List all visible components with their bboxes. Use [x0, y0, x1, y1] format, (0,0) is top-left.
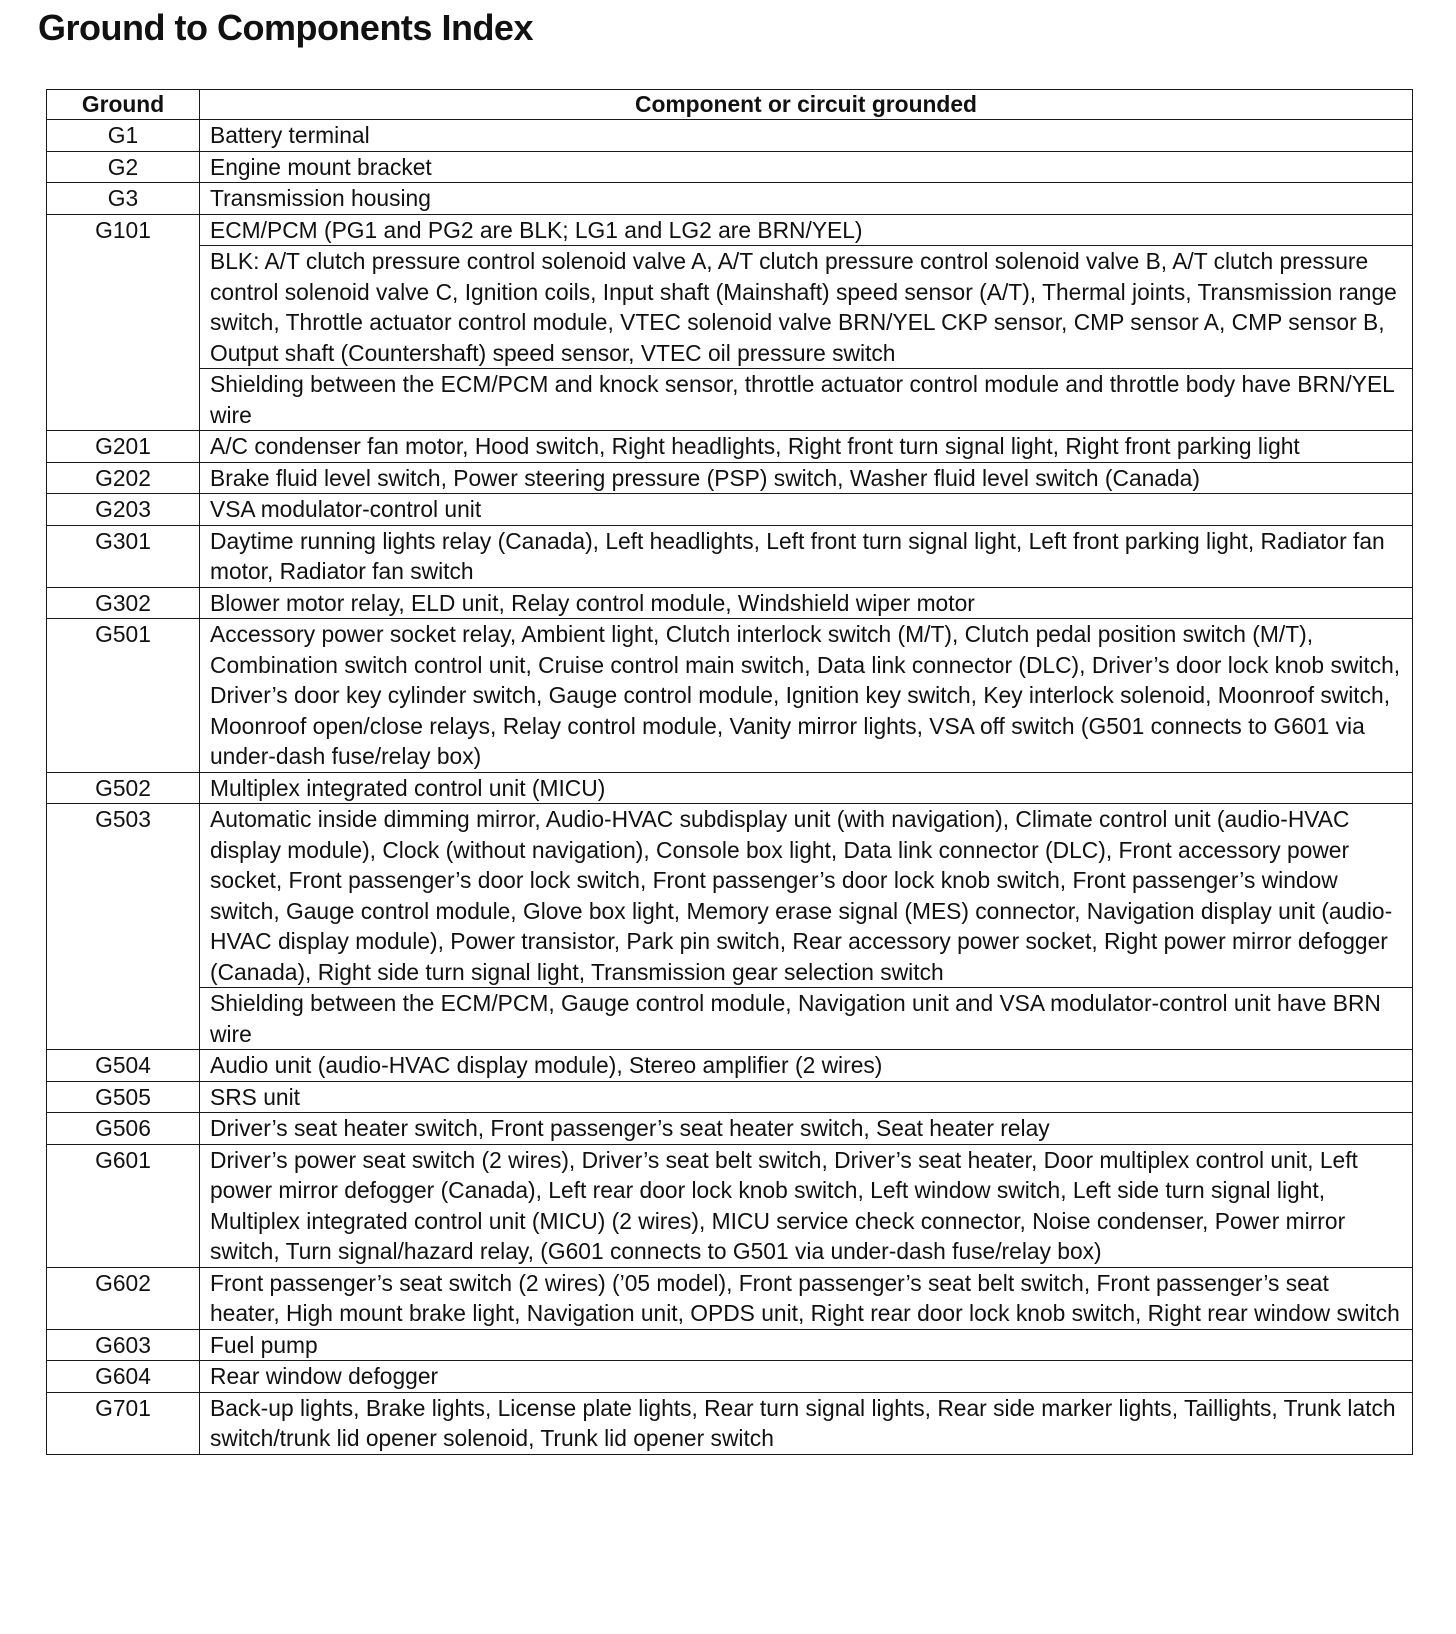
component-text: Brake fluid level switch, Power steering pressure (PSP) switch, Washer fluid level switch (Canada): [210, 464, 1200, 491]
component-text: VSA modulator-control unit: [210, 496, 482, 522]
component-text: Engine mount bracket: [210, 153, 432, 180]
ground-components-table: [46, 89, 1413, 1455]
ground-id-cell: G502: [47, 772, 200, 804]
component-text: Front passenger’s seat switch (2 wires) (’05 model), Front passenger’s seat belt switch, Front passenger’s seat heater, High mount brake light, Navigation unit, OPDS unit, Right rear door lock knob switch, Right rear window switch: [210, 1269, 1400, 1326]
component-text: Accessory power socket relay, Ambient light, Clutch interlock switch (M/T), Clutch pedal position switch (M/T), Combination switch control unit, Cruise control main switch, Data link connector (DLC), Driver’s door lock knob switch, Driver’s door key cylinder switch, Gauge control module, Ignition key switch, Key interlock solenoid, Moonroof switch, Moonroof open/close relays, Relay control module, Vanity mirror lights, VSA off switch (G501 connects to G601 via under-dash fuse/relay box): [210, 621, 1401, 769]
ground-id-cell: G504: [47, 1050, 200, 1082]
table-row: [47, 804, 1413, 1050]
ground-id-cell: G602: [47, 1267, 200, 1329]
ground-id-cell: G503: [47, 804, 200, 1050]
component-text: Blower motor relay, ELD unit, Relay control module, Windshield wiper motor: [210, 589, 975, 616]
component-cell: [200, 1329, 1413, 1361]
component-cell: [200, 1081, 1413, 1113]
component-cell: [200, 587, 1413, 619]
ground-id-cell: G101: [47, 214, 200, 431]
component-cell: [200, 120, 1413, 152]
component-text: Battery terminal: [210, 122, 370, 148]
column-header-component: Component or circuit grounded: [200, 90, 1413, 120]
table-row: [47, 1392, 1413, 1454]
ground-id-cell: G202: [47, 462, 200, 494]
table-row: [47, 1144, 1413, 1267]
component-cell: [200, 1267, 1413, 1329]
component-cell: [200, 1392, 1413, 1454]
component-text: Transmission housing: [210, 185, 431, 211]
ground-id-cell: G3: [47, 183, 200, 215]
component-cell: [200, 462, 1413, 494]
table-body: [47, 120, 1413, 1455]
component-cell: [200, 214, 1413, 431]
component-cell: [200, 1361, 1413, 1393]
table-row: [47, 214, 1413, 431]
ground-id-cell: G2: [47, 151, 200, 183]
ground-id-cell: G701: [47, 1392, 200, 1454]
ground-id-cell: G1: [47, 120, 200, 152]
component-text: SRS unit: [210, 1083, 300, 1110]
component-cell: [200, 1144, 1413, 1267]
table-row: [47, 1329, 1413, 1361]
ground-id-cell: G201: [47, 431, 200, 463]
table-row: [47, 462, 1413, 494]
table-row: [47, 120, 1413, 152]
table-header-row: [47, 90, 1413, 120]
table-row: [47, 525, 1413, 587]
component-cell: [200, 1113, 1413, 1145]
component-text: Rear window defogger: [210, 1363, 439, 1389]
component-text: Back-up lights, Brake lights, License plate lights, Rear turn signal lights, Rear side marker lights, Taillights, Trunk latch switch/trunk lid opener solenoid, Trunk lid opener switch: [210, 1394, 1396, 1451]
table-row: [47, 183, 1413, 215]
ground-id-cell: G603: [47, 1329, 200, 1361]
table-row: [47, 1081, 1413, 1113]
component-cell: [200, 525, 1413, 587]
component-text: ECM/PCM (PG1 and PG2 are BLK; LG1 and LG2 are BRN/YEL): [210, 216, 863, 243]
component-text: A/C condenser fan motor, Hood switch, Right headlights, Right front turn signal light, Right front parking light: [210, 433, 1300, 459]
ground-id-cell: G501: [47, 619, 200, 773]
table-row: [47, 151, 1413, 183]
table-row: [47, 587, 1413, 619]
table-row: [47, 431, 1413, 463]
component-cell: [200, 1050, 1413, 1082]
component-cell: [200, 619, 1413, 773]
component-cell: [200, 151, 1413, 183]
ground-id-cell: G601: [47, 1144, 200, 1267]
component-text: Driver’s power seat switch (2 wires), Driver’s seat belt switch, Driver’s seat heater, Door multiplex control unit, Left power mirror defogger (Canada), Left rear door lock knob switch, Left window switch, Left side turn signal light, Multiplex integrated control unit (MICU) (2 wires), MICU service check connector, Noise condenser, Power mirror switch, Turn signal/hazard relay, (G601 connects to G501 via under-dash fuse/relay box): [210, 1146, 1358, 1264]
component-cell: [200, 772, 1413, 804]
page-title: Ground to Components Index: [38, 7, 533, 48]
ground-id-cell: G301: [47, 525, 200, 587]
component-cell: [200, 494, 1413, 526]
component-text: Audio unit (audio-HVAC display module), Stereo amplifier (2 wires): [210, 1052, 883, 1078]
table-row: [47, 772, 1413, 804]
table-row: [47, 1267, 1413, 1329]
component-text: Multiplex integrated control unit (MICU): [210, 774, 606, 801]
table-row: [47, 1050, 1413, 1082]
column-header-ground: Ground: [47, 90, 200, 120]
component-text: Daytime running lights relay (Canada), Left headlights, Left front turn signal light, Left front parking light, Radiator fan motor, Radiator fan switch: [210, 527, 1385, 584]
component-text: Shielding between the ECM/PCM and knock sensor, throttle actuator control module and throttle body have BRN/YEL wire: [200, 368, 1412, 430]
ground-id-cell: G302: [47, 587, 200, 619]
ground-id-cell: G203: [47, 494, 200, 526]
component-cell: [200, 804, 1413, 1050]
table-row: [47, 494, 1413, 526]
component-text: BLK: A/T clutch pressure control solenoid valve A, A/T clutch pressure control solenoid valve B, A/T clutch pressure control solenoid valve C, Ignition coils, Input shaft (Mainshaft) speed sensor (A/T), Thermal joints, Transmission range switch, Throttle actuator control module, VTEC solenoid valve BRN/YEL CKP sensor, CMP sensor A, CMP sensor B, Output shaft (Countershaft) speed sensor, VTEC oil pressure switch: [200, 245, 1412, 368]
ground-id-cell: G505: [47, 1081, 200, 1113]
component-text: Shielding between the ECM/PCM, Gauge control module, Navigation unit and VSA modulator-control unit have BRN wire: [200, 987, 1412, 1049]
component-text: Fuel pump: [210, 1331, 318, 1358]
ground-id-cell: G604: [47, 1361, 200, 1393]
component-text: Automatic inside dimming mirror, Audio-HVAC subdisplay unit (with navigation), Climate control unit (audio-HVAC display module), Clock (without navigation), Console box light, Data link connector (DLC), Front accessory power socket, Front passenger’s door lock switch, Front passenger’s door lock knob switch, Front passenger’s window switch, Gauge control module, Glove box light, Memory erase signal (MES) connector, Navigation display unit (audio-HVAC display module), Power transistor, Park pin switch, Rear accessory power socket, Right power mirror defogger (Canada), Right side turn signal light, Transmission gear selection switch: [210, 806, 1393, 985]
component-cell: [200, 431, 1413, 463]
component-text: Driver’s seat heater switch, Front passenger’s seat heater switch, Seat heater relay: [210, 1115, 1050, 1141]
ground-id-cell: G506: [47, 1113, 200, 1145]
table-row: [47, 619, 1413, 773]
table-row: [47, 1113, 1413, 1145]
component-cell: [200, 183, 1413, 215]
table-row: [47, 1361, 1413, 1393]
